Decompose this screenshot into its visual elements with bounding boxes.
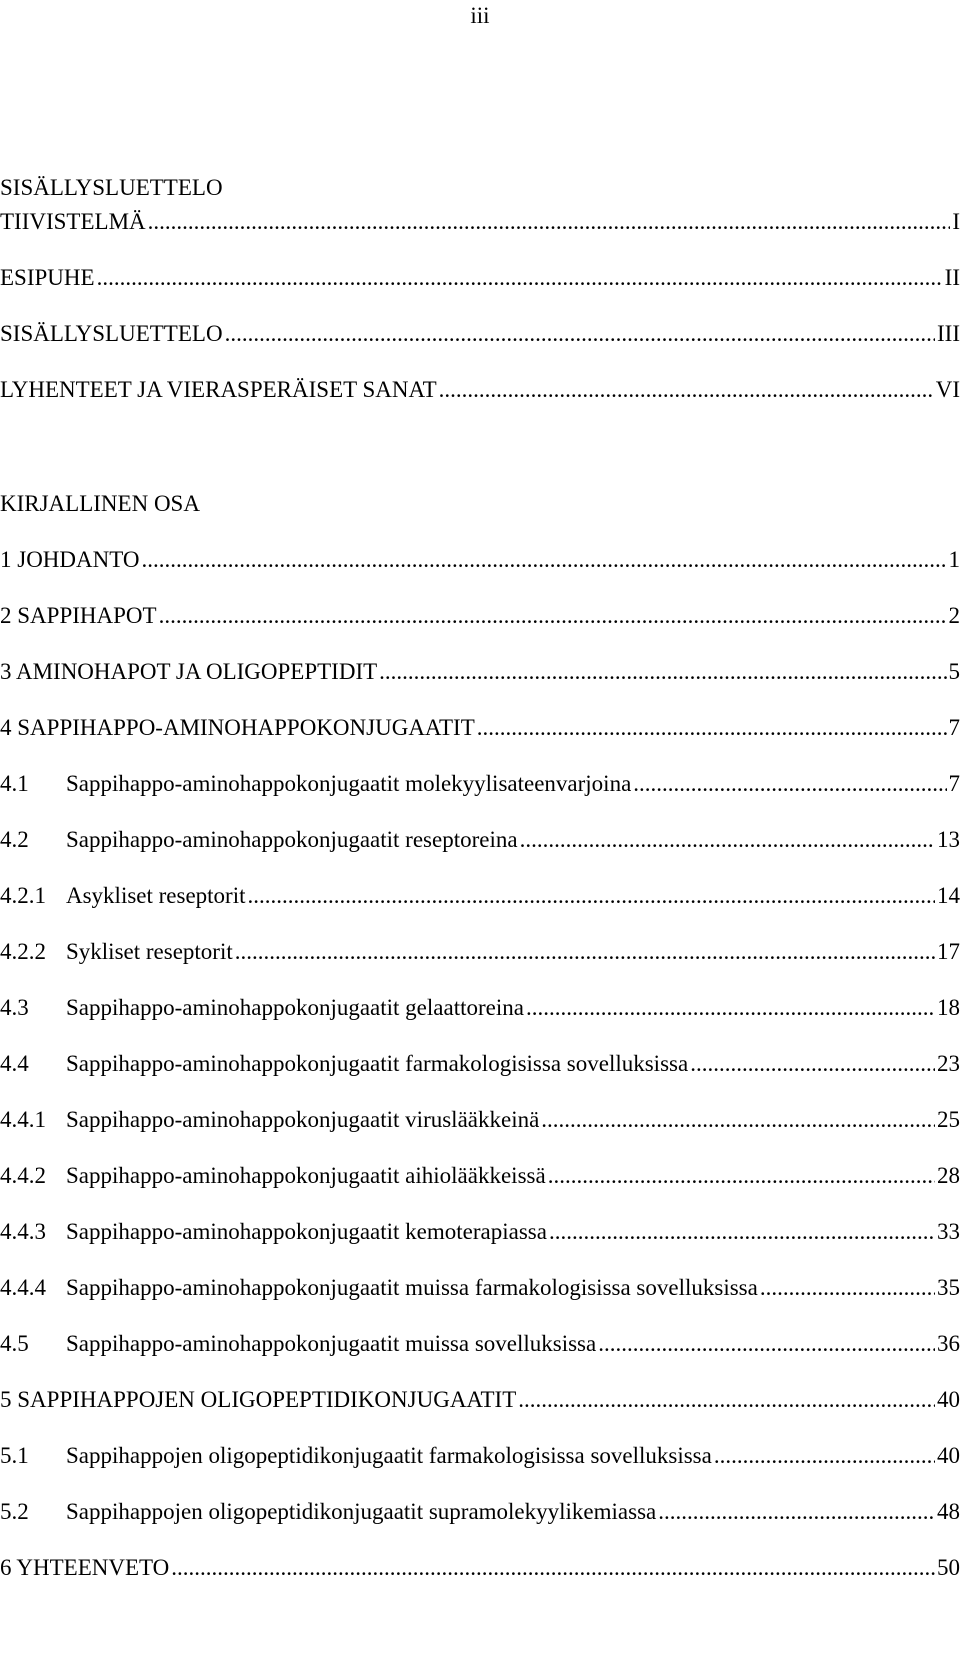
toc-entry-4-2-1[interactable] [0, 882, 960, 910]
entry-number: 4.2.1 [0, 883, 46, 908]
toc-entry-4-1[interactable] [0, 770, 960, 798]
entry-number: 4.5 [0, 1331, 29, 1356]
toc-entry-lyhenteet[interactable] [0, 376, 960, 404]
entry-page: 7 [948, 771, 960, 796]
entry-page: 5 [948, 659, 960, 684]
entry-page: 13 [937, 827, 960, 852]
entry-title: SISÄLLYSLUETTELO [0, 321, 223, 346]
toc-entry-1[interactable] [0, 546, 960, 574]
entry-title: Sappihappo-aminohappokonjugaatit molekyylisateenvarjoina [66, 771, 632, 796]
entry-number: 4.2 [0, 827, 29, 852]
toc-entry-4-4-2[interactable] [0, 1162, 960, 1190]
entry-number: 4.4.1 [0, 1107, 46, 1132]
entry-number: 4.1 [0, 771, 29, 796]
dot-leader [379, 658, 946, 686]
entry-page: 35 [937, 1275, 960, 1300]
entry-page: 14 [937, 883, 960, 908]
entry-title: Sykliset reseptorit [66, 939, 233, 964]
dot-leader [598, 1330, 935, 1358]
entry-page: 7 [948, 715, 960, 740]
entry-page: 36 [937, 1331, 960, 1356]
entry-title: 4 SAPPIHAPPO-AMINOHAPPOKONJUGAATIT [0, 715, 475, 740]
entry-title: 5 SAPPIHAPPOJEN OLIGOPEPTIDIKONJUGAATIT [0, 1387, 517, 1412]
entry-page: 50 [937, 1555, 960, 1580]
toc-entry-4-4[interactable] [0, 1050, 960, 1078]
entry-title: Sappihappo-aminohappokonjugaatit viruslääkkeinä [66, 1107, 540, 1132]
toc-entry-4-2-2[interactable] [0, 938, 960, 966]
entry-page: 48 [937, 1499, 960, 1524]
entry-number: 4.4 [0, 1051, 29, 1076]
dot-leader [548, 1162, 935, 1190]
dot-leader [248, 882, 936, 910]
dot-leader [518, 1386, 935, 1414]
toc-heading: SISÄLLYSLUETTELO [0, 175, 223, 200]
entry-title: Sappihappojen oligopeptidikonjugaatit farmakologisissa sovelluksissa [66, 1443, 712, 1468]
dot-leader [541, 1106, 935, 1134]
entry-title: TIIVISTELMÄ [0, 209, 146, 234]
toc-entry-4-3[interactable] [0, 994, 960, 1022]
toc-entry-4[interactable] [0, 714, 960, 742]
dot-leader [633, 770, 946, 798]
entry-title: Sappihappo-aminohappokonjugaatit muissa farmakologisissa sovelluksissa [66, 1275, 758, 1300]
toc-entry-4-5[interactable] [0, 1330, 960, 1358]
dot-leader [526, 994, 935, 1022]
entry-title: Sappihappo-aminohappokonjugaatit gelaattoreina [66, 995, 524, 1020]
entry-title: 1 JOHDANTO [0, 547, 140, 572]
toc-entry-4-4-1[interactable] [0, 1106, 960, 1134]
entry-title: Sappihappo-aminohappokonjugaatit aihiolääkkeissä [66, 1163, 546, 1188]
toc-entry-esipuhe[interactable] [0, 264, 960, 292]
page-number: iii [470, 3, 490, 28]
entry-page: 1 [948, 547, 960, 572]
entry-number: 4.4.2 [0, 1163, 46, 1188]
entry-title: 3 AMINOHAPOT JA OLIGOPEPTIDIT [0, 659, 378, 684]
dot-leader [171, 1554, 935, 1582]
entry-page: 25 [937, 1107, 960, 1132]
entry-title: ESIPUHE [0, 265, 95, 290]
dot-leader [549, 1218, 935, 1246]
toc-entry-tiivistelma[interactable] [0, 208, 960, 236]
toc-entry-5-2[interactable] [0, 1498, 960, 1526]
entry-title: Sappihappo-aminohappokonjugaatit kemoterapiassa [66, 1219, 547, 1244]
entry-page: 28 [937, 1163, 960, 1188]
entry-page: 23 [937, 1051, 960, 1076]
dot-leader [690, 1050, 935, 1078]
entry-title: Asykliset reseptorit [66, 883, 246, 908]
dot-leader [159, 602, 947, 630]
dot-leader [760, 1274, 935, 1302]
toc-entry-2[interactable] [0, 602, 960, 630]
entry-page: II [944, 265, 960, 290]
entry-number: 4.2.2 [0, 939, 46, 964]
entry-title: Sappihappo-aminohappokonjugaatit reseptoreina [66, 827, 518, 852]
toc-entry-6[interactable] [0, 1554, 960, 1582]
toc-entry-5[interactable] [0, 1386, 960, 1414]
dot-leader [235, 938, 935, 966]
entry-number: 4.4.4 [0, 1275, 46, 1300]
entry-page: I [952, 209, 960, 234]
dot-leader [520, 826, 935, 854]
entry-title: LYHENTEET JA VIERASPERÄISET SANAT [0, 377, 437, 402]
entry-title: Sappihappo-aminohappokonjugaatit farmakologisissa sovelluksissa [66, 1051, 689, 1076]
entry-page: 17 [937, 939, 960, 964]
entry-title: Sappihappojen oligopeptidikonjugaatit supramolekyylikemiassa [66, 1499, 657, 1524]
toc-entry-5-1[interactable] [0, 1442, 960, 1470]
dot-leader [439, 376, 934, 404]
toc-entry-4-4-3[interactable] [0, 1218, 960, 1246]
entry-title: Sappihappo-aminohappokonjugaatit muissa sovelluksissa [66, 1331, 597, 1356]
entry-page: 40 [937, 1387, 960, 1412]
entry-number: 4.3 [0, 995, 29, 1020]
entry-page: 18 [937, 995, 960, 1020]
toc-entry-sisallysluettelo[interactable] [0, 320, 960, 348]
entry-number: 5.2 [0, 1499, 29, 1524]
entry-page: 2 [948, 603, 960, 628]
entry-title: 2 SAPPIHAPOT [0, 603, 157, 628]
dot-leader [658, 1498, 935, 1526]
entry-page: 33 [937, 1219, 960, 1244]
dot-leader [714, 1442, 935, 1470]
dot-leader [142, 546, 947, 574]
dot-leader [148, 208, 951, 236]
entry-number: 4.4.3 [0, 1219, 46, 1244]
entry-page: 40 [937, 1443, 960, 1468]
dot-leader [97, 264, 943, 292]
dot-leader [225, 320, 935, 348]
entry-title: 6 YHTEENVETO [0, 1555, 170, 1580]
part-heading: KIRJALLINEN OSA [0, 491, 200, 516]
toc-entry-4-2[interactable] [0, 826, 960, 854]
entry-page: III [937, 321, 960, 346]
toc-entry-4-4-4[interactable] [0, 1274, 960, 1302]
toc-entry-3[interactable] [0, 658, 960, 686]
dot-leader [477, 714, 947, 742]
entry-page: VI [935, 377, 960, 402]
entry-number: 5.1 [0, 1443, 29, 1468]
